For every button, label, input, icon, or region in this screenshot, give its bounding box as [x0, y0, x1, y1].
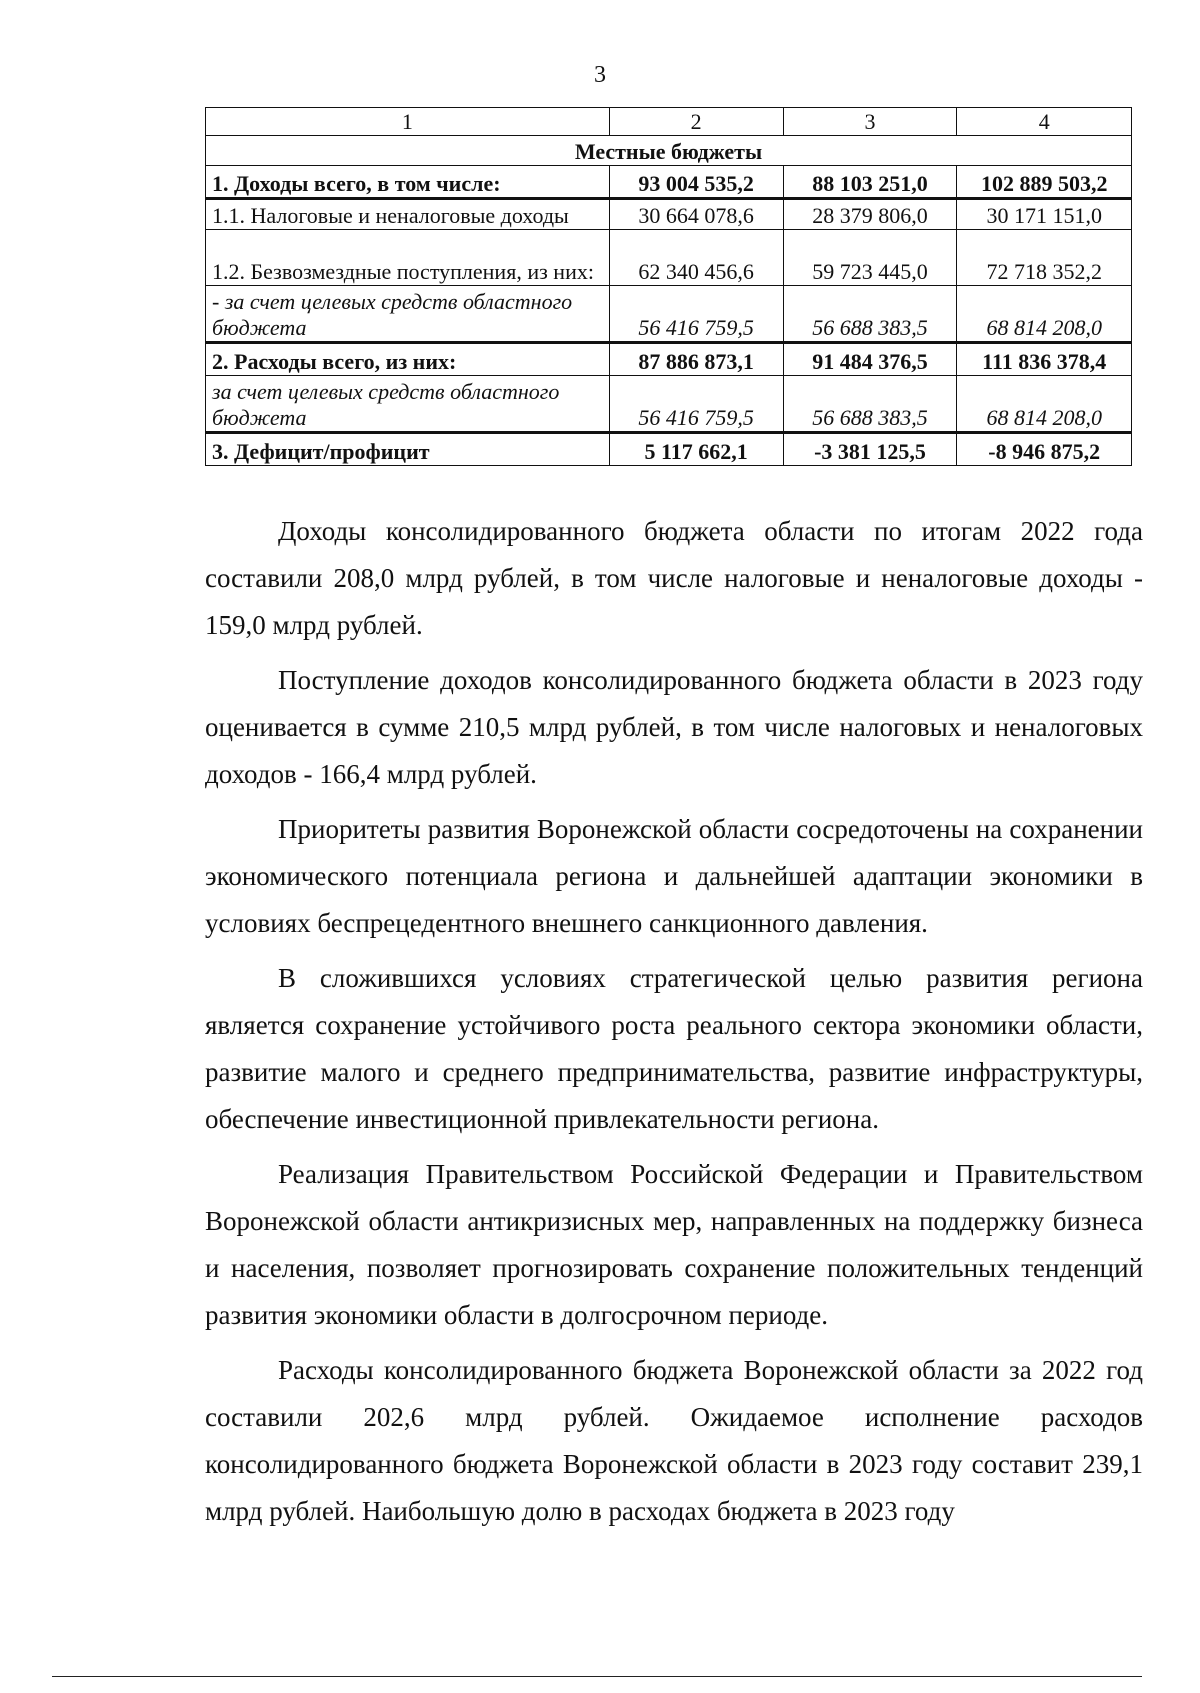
- table-header-row: [206, 108, 1132, 136]
- row-value: 102 889 503,2: [957, 166, 1132, 199]
- column-number-3: 3: [783, 108, 957, 136]
- row-value: 56 416 759,5: [609, 286, 783, 343]
- table-row: [206, 433, 1132, 466]
- row-value: 28 379 806,0: [783, 199, 957, 230]
- paragraph: Приоритеты развития Воронежской области сосредоточены на сохранении экономического потенциала региона и дальнейшей адаптации экономики в условиях беспрецедентного внешнего санкционного давления.: [205, 814, 1143, 938]
- row-label: за счет целевых средств областного бюджета: [206, 376, 610, 433]
- row-value: 111 836 378,4: [957, 343, 1132, 376]
- page-bottom-rule: [52, 1676, 1142, 1677]
- row-value: 62 340 456,6: [609, 230, 783, 286]
- row-value: 56 688 383,5: [783, 376, 957, 433]
- row-value: -8 946 875,2: [957, 433, 1132, 466]
- row-label: 1. Доходы всего, в том числе:: [206, 166, 610, 199]
- page-number: 3: [594, 62, 606, 88]
- row-value: -3 381 125,5: [783, 433, 957, 466]
- body-text: [205, 508, 1143, 1543]
- row-value: 87 886 873,1: [609, 343, 783, 376]
- paragraph: Расходы консолидированного бюджета Воронежской области за 2022 год составили 202,6 млрд рублей. Ожидаемое исполнение расходов консолидированного бюджета Воронежской области в 2023 году составит 239,1 млрд рублей. Наибольшую долю в расходах бюджета в 2023 году: [205, 1355, 1143, 1526]
- row-value: 59 723 445,0: [783, 230, 957, 286]
- row-value: 93 004 535,2: [609, 166, 783, 199]
- row-value: 5 117 662,1: [609, 433, 783, 466]
- table-row: [206, 286, 1132, 343]
- paragraph: Реализация Правительством Российской Федерации и Правительством Воронежской области антикризисных мер, направленных на поддержку бизнеса и населения, позволяет прогнозировать сохранение положительных тенденций развития экономики области в долгосрочном периоде.: [205, 1159, 1143, 1330]
- local-budgets-table: [205, 107, 1132, 466]
- row-value: 56 688 383,5: [783, 286, 957, 343]
- column-number-2: 2: [609, 108, 783, 136]
- section-title: Местные бюджеты: [206, 136, 1132, 166]
- column-number-4: 4: [957, 108, 1132, 136]
- row-value: 30 664 078,6: [609, 199, 783, 230]
- column-number-1: 1: [206, 108, 610, 136]
- row-value: 68 814 208,0: [957, 376, 1132, 433]
- table-row: [206, 199, 1132, 230]
- table-row: [206, 166, 1132, 199]
- table-section-row: [206, 136, 1132, 166]
- table-row: [206, 376, 1132, 433]
- table-row: [206, 230, 1132, 286]
- paragraph: Доходы консолидированного бюджета области по итогам 2022 года составили 208,0 млрд рублей, в том числе налоговые и неналоговые доходы - 159,0 млрд рублей.: [205, 516, 1143, 640]
- row-value: 68 814 208,0: [957, 286, 1132, 343]
- row-value: 91 484 376,5: [783, 343, 957, 376]
- row-value: 30 171 151,0: [957, 199, 1132, 230]
- row-value: 56 416 759,5: [609, 376, 783, 433]
- row-label: - за счет целевых средств областного бюджета: [206, 286, 610, 343]
- row-label: 1.2. Безвозмездные поступления, из них:: [206, 230, 610, 286]
- row-value: 72 718 352,2: [957, 230, 1132, 286]
- paragraph: Поступление доходов консолидированного бюджета области в 2023 году оценивается в сумме 210,5 млрд рублей, в том числе налоговых и неналоговых доходов - 166,4 млрд рублей.: [205, 665, 1143, 789]
- row-label: 2. Расходы всего, из них:: [206, 343, 610, 376]
- row-value: 88 103 251,0: [783, 166, 957, 199]
- row-label: 3. Дефицит/профицит: [206, 433, 610, 466]
- row-label: 1.1. Налоговые и неналоговые доходы: [206, 199, 610, 230]
- paragraph: В сложившихся условиях стратегической целью развития региона является сохранение устойчивого роста реального сектора экономики области, развитие малого и среднего предпринимательства, развитие инфраструктуры, обеспечение инвестиционной привлекательности региона.: [205, 963, 1143, 1134]
- table-row: [206, 343, 1132, 376]
